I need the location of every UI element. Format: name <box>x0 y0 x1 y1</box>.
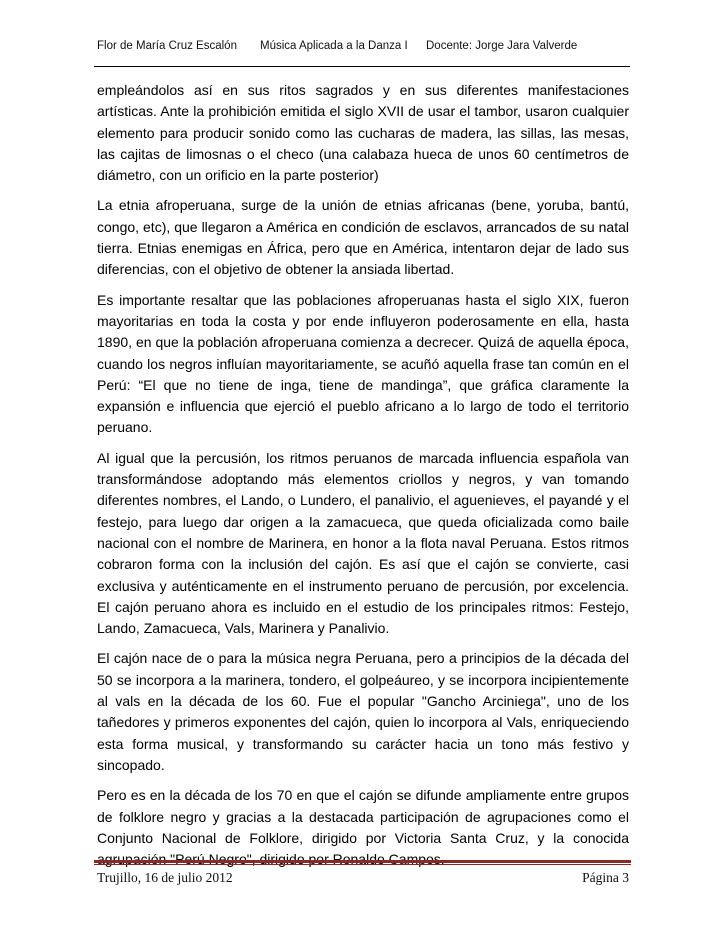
header-divider <box>94 66 630 67</box>
paragraph-4: Al igual que la percusión, los ritmos peruanos de marcada influencia española van transformándose adoptando más elementos criollos y negros, y van tomando diferentes nombres, el Lando, o Lundero, el panalivio, el aguenieves, el payandé y el festejo, para luego dar origen a la zamacueca, que queda oficializada como baile nacional con el nombre de Marinera, en honor a la flota naval Peruana. Estos ritmos cobraron forma con la inclusión del cajón. Es así que el cajón se convierte, casi exclusiva y auténticamente en el instrumento peruano de percusión, por excelencia. El cajón peruano ahora es incluido en el estudio de los principales ritmos: Festejo, Lando, Zamacueca, Vals, Marinera y Panalivio. <box>97 449 629 637</box>
header-course: Música Aplicada a la Danza I <box>260 40 408 52</box>
paragraph-1: empleándolos así en sus ritos sagrados y en sus diferentes manifestaciones artísticas. Ante la prohibición emitida el siglo XVII de usar el tambor, usaron cualquier elemento para producir sonido como las cucharas de madera, las sillas, las mesas, las cajitas de limosnas o el checo (una calabaza hueca de unos 60 centímetros de diámetro, con un orificio en la parte posterior) <box>97 82 629 184</box>
page-footer <box>97 870 629 888</box>
header-teacher: Docente: Jorge Jara Valverde <box>426 40 578 52</box>
paragraph-3: Es importante resaltar que las poblaciones afroperuanas hasta el siglo XIX, fueron mayoritarias en toda la costa y por ende influyeron poderosamente en ella, hasta 1890, en que la población afroperuana comienza a decrecer. Quizá de aquella época, cuando los negros influían mayoritariamente, se acuñó aquella frase tan común en el Perú: “El que no tiene de inga, tiene de mandinga”, que gráfica claramente la expansión e influencia que ejerció el pueblo africano a lo largo de todo el territorio peruano. <box>97 291 629 436</box>
paragraph-5: El cajón nace de o para la música negra Peruana, pero a principios de la década del 50 se incorpora a la marinera, tondero, el golpeáureo, y se incorpora incipientemente al vals en la década de los 60. Fue el popular "Gancho Arciniega", uno de los tañedores y primeros exponentes del cajón, quien lo incorpora al Vals, enriqueciendo esta forma musical, y transformando su carácter hacia un tono más festivo y sincopado. <box>97 650 629 773</box>
document-body <box>97 80 629 879</box>
page-number: Página 3 <box>582 870 629 885</box>
header-author: Flor de María Cruz Escalón <box>97 40 237 52</box>
page-header <box>97 40 637 58</box>
footer-divider-thick <box>94 860 631 863</box>
paragraph-6: Pero es en la década de los 70 en que el cajón se difunde ampliamente entre grupos de folklore negro y gracias a la destacada participación de agrupaciones como el Conjunto Nacional de Folklore, dirigido por Victoria Santa Cruz, y la conocida <box>97 787 629 846</box>
footer-date: Trujillo, 16 de julio 2012 <box>97 870 233 885</box>
footer-divider-thin <box>94 864 631 865</box>
paragraph-2: La etnia afroperuana, surge de la unión de etnias africanas (bene, yoruba, bantú, congo, etc), que llegaron a América en condición de esclavos, arrancados de su natal tierra. Etnias enemigas en África, pero que en América, intentaron dejar de lado sus diferencias, con el objetivo de obtener la ansiada libertad. <box>97 197 629 278</box>
